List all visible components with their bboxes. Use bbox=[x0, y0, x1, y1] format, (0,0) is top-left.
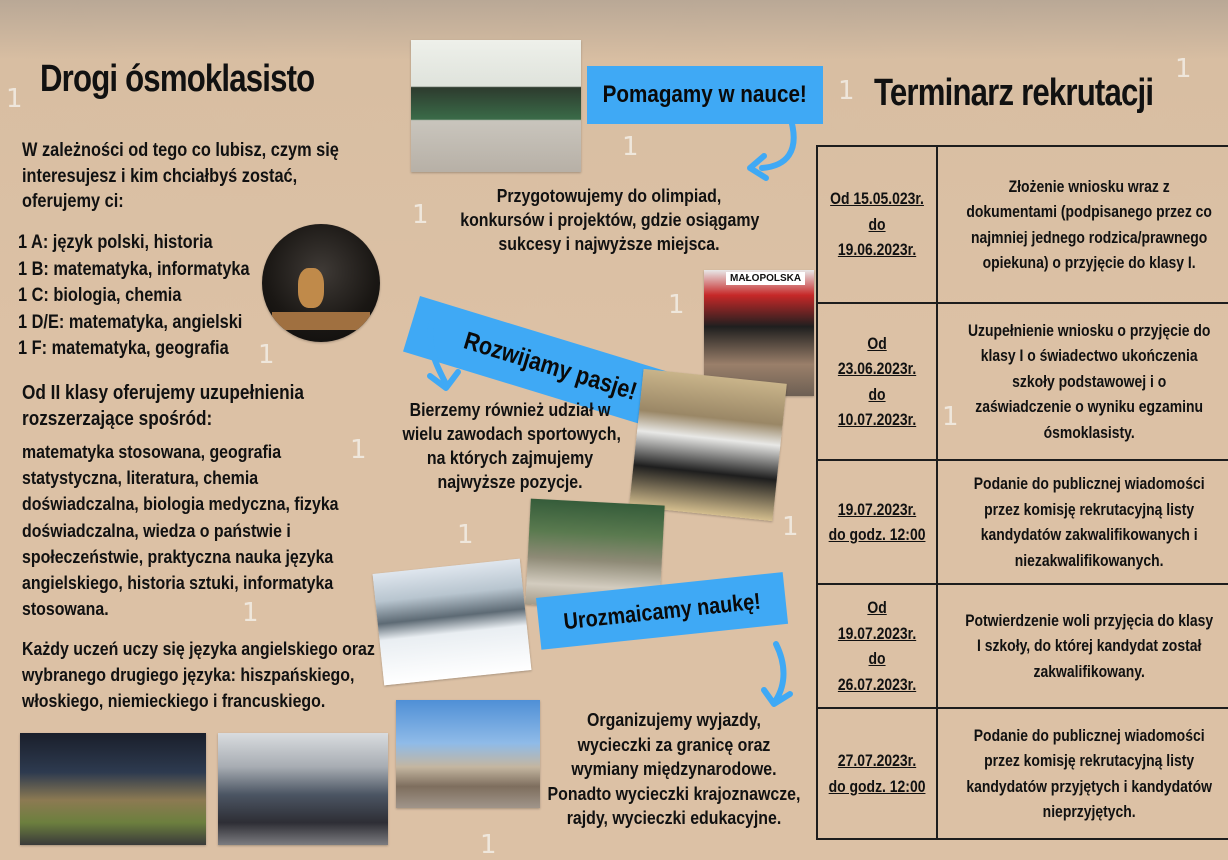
schedule-row bbox=[817, 708, 1228, 839]
guitarist-figure bbox=[298, 268, 324, 308]
trips-line: Organizujemy wyjazdy, bbox=[587, 709, 761, 730]
schedule-description bbox=[937, 146, 1228, 303]
arrow-down-icon-2 bbox=[756, 640, 806, 710]
left-title: Drogi ósmoklasisto bbox=[40, 58, 315, 100]
banner-help-label: Pomagamy w nauce! bbox=[602, 81, 808, 108]
ski-photo bbox=[373, 559, 532, 686]
stage-floor bbox=[272, 312, 370, 330]
decor-digit: 1 bbox=[668, 290, 685, 320]
right-title: Terminarz rekrutacji bbox=[874, 72, 1154, 114]
sports-text bbox=[402, 398, 621, 494]
trips-line: Ponadto wycieczki krajoznawcze, bbox=[547, 782, 801, 804]
desc-line: przez komisję rekrutacyjną listy bbox=[984, 751, 1195, 770]
date-line: 19.06.2023r. bbox=[837, 240, 917, 260]
languages-text bbox=[22, 636, 375, 714]
sports-line: wielu zawodach sportowych, bbox=[402, 423, 621, 444]
class-item: 1 D/E: matematyka, angielski bbox=[18, 311, 243, 333]
date-line: do godz. 12:00 bbox=[828, 776, 926, 796]
gym-team-photo bbox=[629, 369, 787, 521]
date-line: 19.07.2023r. bbox=[837, 623, 917, 643]
trips-line: rajdy, wycieczki edukacyjne. bbox=[566, 807, 782, 828]
decor-digit: 1 bbox=[838, 76, 855, 106]
sports-line: na których zajmujemy bbox=[426, 447, 594, 468]
desc-line: Złożenie wniosku wraz z bbox=[1008, 176, 1170, 196]
class-item: 1 B: matematyka, informatyka bbox=[18, 258, 250, 280]
school-hall-photo bbox=[218, 733, 388, 845]
date-line: do bbox=[868, 214, 886, 234]
desc-line: kandydatów przyjętych i kandydatów bbox=[966, 776, 1213, 796]
class-list bbox=[18, 230, 250, 363]
class-item: 1 C: biologia, chemia bbox=[18, 285, 182, 306]
schedule-row bbox=[817, 460, 1228, 584]
date-line: do bbox=[868, 384, 886, 404]
decor-digit: 1 bbox=[242, 598, 259, 628]
date-line: 27.07.2023r. bbox=[837, 751, 917, 770]
extensions-line: społeczeństwie, praktyczna nauka języka bbox=[22, 545, 334, 567]
decor-digit: 1 bbox=[258, 340, 275, 370]
extensions-heading-line: rozszerzające spośród: bbox=[22, 408, 213, 430]
decor-digit: 1 bbox=[412, 200, 429, 230]
intro-line: interesujesz i kim chciałbyś zostać, bbox=[22, 165, 298, 187]
intro-line: oferujemy ci: bbox=[22, 191, 124, 212]
extensions-line: stosowana. bbox=[22, 598, 109, 620]
arrow-down-icon bbox=[420, 318, 476, 394]
decor-digit: 1 bbox=[1175, 54, 1192, 84]
guitar-photo bbox=[262, 224, 380, 342]
desc-line: kandydatów zakwalifikowanych i bbox=[980, 525, 1198, 544]
desc-line: przez komisję rekrutacyjną listy bbox=[984, 499, 1195, 519]
date-line: 10.07.2023r. bbox=[837, 410, 917, 429]
schedule-description bbox=[937, 460, 1228, 584]
date-line: Od bbox=[867, 598, 887, 617]
schedule-date bbox=[817, 460, 937, 584]
sports-line: najwyższe pozycje. bbox=[437, 471, 583, 492]
extensions-line: doświadczalna, biologia medyczna, fizyka bbox=[22, 493, 339, 515]
decor-digit: 1 bbox=[480, 830, 497, 860]
languages-line: włoskiego, niemieckiego i francuskiego. bbox=[22, 690, 326, 711]
decor-digit: 1 bbox=[457, 520, 474, 550]
olympiad-text bbox=[460, 184, 758, 256]
desc-line: opiekuna) o przyjęcie do klasy I. bbox=[982, 253, 1196, 272]
arrow-down-left-icon bbox=[740, 120, 810, 182]
extensions-line: matematyka stosowana, geografia bbox=[22, 441, 282, 462]
schedule-row bbox=[817, 584, 1228, 708]
photo-sign: MAŁOPOLSKA bbox=[726, 272, 805, 285]
award-photo bbox=[411, 40, 581, 172]
schedule-date bbox=[817, 708, 937, 839]
olympiad-line: konkursów i projektów, gdzie osiągamy bbox=[460, 209, 760, 230]
banner-help bbox=[587, 66, 823, 124]
intro-line: W zależności od tego co lubisz, czym się bbox=[22, 140, 339, 161]
desc-line: nieprzyjętych. bbox=[1042, 802, 1136, 821]
desc-line: szkoły podstawowej i o bbox=[1012, 371, 1167, 391]
trips-line: wycieczki za granicę oraz bbox=[577, 733, 771, 755]
olympiad-line: Przygotowujemy do olimpiad, bbox=[496, 185, 722, 206]
extensions-heading-line: Od II klasy oferujemy uzupełnienia bbox=[22, 382, 304, 404]
schedule-date bbox=[817, 146, 937, 303]
date-line: do godz. 12:00 bbox=[828, 525, 926, 544]
banner-variety-label: Urozmaicamy naukę! bbox=[562, 587, 762, 634]
decor-digit: 1 bbox=[6, 84, 23, 114]
stage-group-photo bbox=[20, 733, 206, 845]
desc-line: zakwalifikowany. bbox=[1033, 661, 1145, 681]
decor-digit: 1 bbox=[350, 435, 367, 465]
decor-digit: 1 bbox=[622, 132, 639, 162]
desc-line: Podanie do publicznej wiadomości bbox=[973, 474, 1205, 493]
desc-line: klasy I o świadectwo ukończenia bbox=[980, 346, 1198, 366]
languages-line: Każdy uczeń uczy się języka angielskiego oraz bbox=[22, 638, 375, 659]
date-line: 23.06.2023r. bbox=[837, 359, 917, 378]
schedule-description bbox=[937, 708, 1228, 839]
schedule-description bbox=[937, 303, 1228, 460]
desc-line: Uzupełnienie wniosku o przyjęcie do bbox=[968, 320, 1211, 340]
extensions-line: statystyczna, literatura, chemia bbox=[22, 467, 259, 489]
class-item: 1 F: matematyka, geografia bbox=[18, 338, 229, 359]
extensions-line: angielskiego, historia sztuki, informatyka bbox=[22, 572, 334, 594]
date-line: Od bbox=[867, 333, 887, 353]
decor-digit: 1 bbox=[782, 512, 799, 542]
schedule-row bbox=[817, 146, 1228, 303]
trips-line: wymiany międzynarodowe. bbox=[571, 758, 777, 779]
desc-line: zaświadczenie o wyniku egzaminu bbox=[975, 397, 1204, 417]
desc-line: Podanie do publicznej wiadomości bbox=[973, 725, 1205, 745]
seaside-group-photo bbox=[396, 700, 540, 808]
schedule-date bbox=[817, 584, 937, 708]
desc-line: I szkoły, do której kandydat został bbox=[977, 636, 1202, 656]
intro-text bbox=[22, 138, 339, 215]
decor-digit: 1 bbox=[942, 402, 959, 432]
schedule-row bbox=[817, 303, 1228, 460]
date-line: Od 15.05.023r. bbox=[830, 189, 924, 209]
extensions-heading bbox=[22, 380, 304, 432]
desc-line: dokumentami (podpisanego przez co bbox=[966, 202, 1213, 221]
olympiad-line: sukcesy i najwyższe miejsca. bbox=[498, 233, 720, 254]
languages-line: wybranego drugiego języka: hiszpańskiego, bbox=[22, 664, 355, 685]
sports-line: Bierzemy również udział w bbox=[409, 399, 611, 420]
desc-line: najmniej jednego rodzica/prawnego bbox=[971, 227, 1208, 247]
extensions-list bbox=[22, 439, 339, 622]
trips-text bbox=[545, 708, 803, 831]
desc-line: Potwierdzenie woli przyjęcia do klasy bbox=[965, 610, 1214, 630]
desc-line: niezakwalifikowanych. bbox=[1014, 550, 1164, 570]
desc-line: ósmoklasisty. bbox=[1043, 422, 1135, 442]
schedule-date bbox=[817, 303, 937, 460]
class-item: 1 A: język polski, historia bbox=[18, 232, 213, 253]
recruitment-schedule-table bbox=[816, 145, 1228, 840]
banner-passions-label: Rozwijamy pasje! bbox=[460, 326, 641, 406]
date-line: 19.07.2023r. bbox=[837, 499, 917, 519]
date-line: 26.07.2023r. bbox=[837, 674, 917, 694]
date-line: do bbox=[868, 649, 886, 668]
extensions-line: doświadczalna, wiedza o państwie i bbox=[22, 519, 291, 541]
schedule-description bbox=[937, 584, 1228, 708]
